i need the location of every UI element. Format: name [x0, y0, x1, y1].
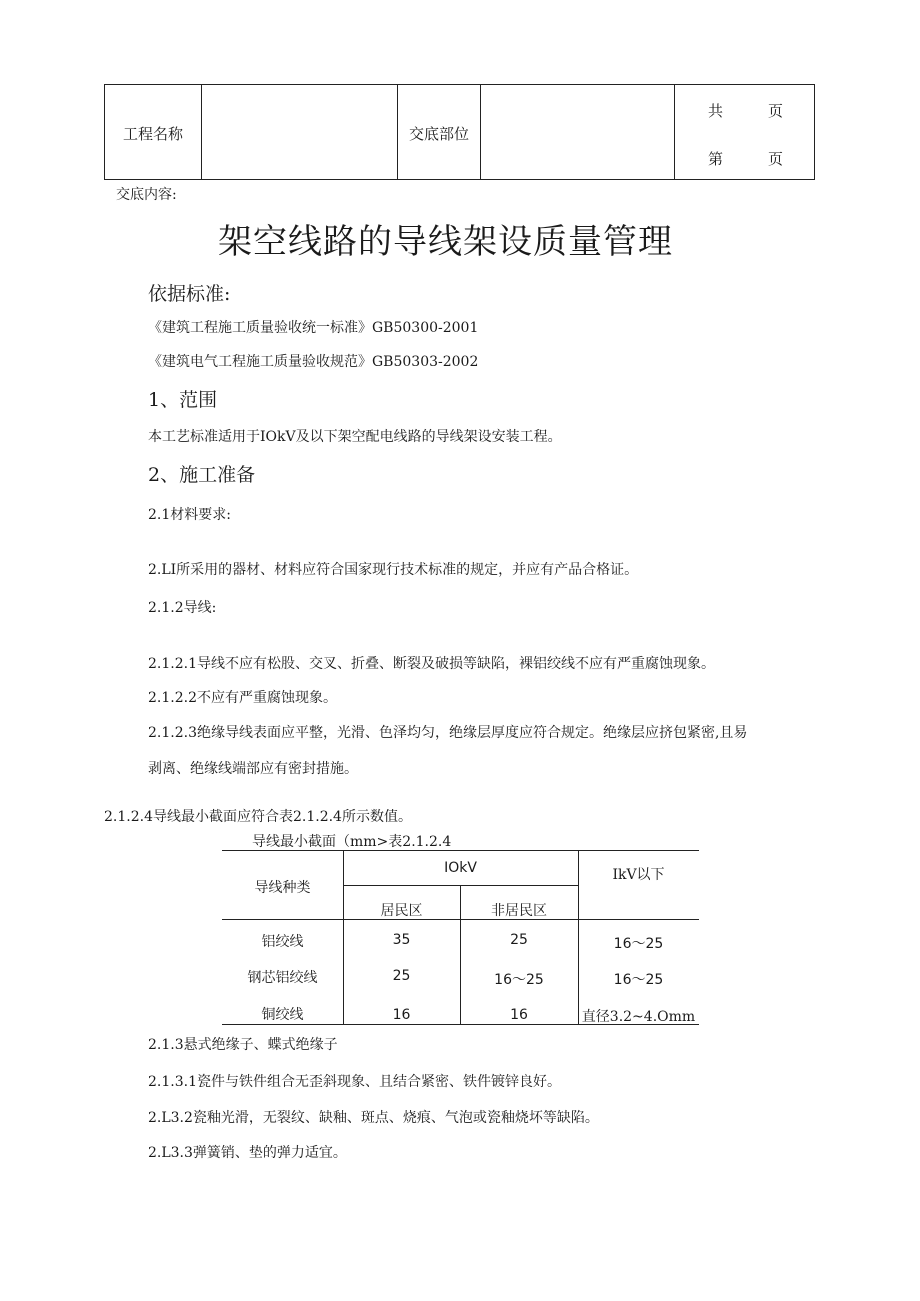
current-label: 第	[708, 150, 724, 168]
page-unit-label: 页	[768, 102, 784, 120]
table-cell: 铜绞线	[261, 1007, 304, 1023]
table-cell: 16～25	[613, 936, 664, 952]
column-header: 非居民区	[491, 903, 547, 919]
table-cell: 16	[392, 1007, 411, 1023]
paragraph: 剥离、绝缘线端部应有密封措施。	[148, 761, 358, 777]
page-title: 架空线路的导线架设质量管理	[218, 222, 673, 262]
column-header: IkV以下	[612, 867, 665, 883]
table-rule	[222, 850, 699, 851]
paragraph: 2.1材料要求:	[148, 507, 231, 523]
table-cell: 35	[392, 932, 411, 948]
paragraph: 2.L3.3弹簧销、垫的弹力适宜。	[148, 1145, 347, 1161]
standard-item: 《建筑电气工程施工质量验收规范》GB50303-2002	[148, 354, 479, 370]
paragraph: 2.LI所采用的器材、材料应符合国家现行技术标准的规定，并应有产品合格证。	[148, 562, 639, 578]
table-cell: 25	[510, 932, 528, 948]
paragraph: 2.L3.2瓷釉光滑，无裂纹、缺釉、斑点、烧痕、气泡或瓷釉烧坏等缺陷。	[148, 1110, 599, 1126]
paragraph: 2.1.2.2不应有严重腐蚀现象。	[148, 690, 337, 706]
table-cell: 铝绞线	[261, 934, 304, 950]
location-label: 交底部位	[409, 125, 470, 143]
paragraph: 2.1.2.3绝缘导线表面应平整，光滑、色泽均匀，绝缘层厚度应符合规定。绝缘层应挤包紧密,且易	[148, 725, 748, 741]
column-header: IOkV	[444, 860, 477, 876]
paragraph: 2.1.2导线:	[148, 600, 217, 616]
paragraph: 2.1.3悬式绝缘子、蝶式绝缘子	[148, 1037, 338, 1053]
header-divider	[201, 85, 202, 179]
column-header: 居民区	[380, 903, 423, 919]
header-divider	[674, 85, 675, 179]
table-cell: 16～25	[494, 972, 544, 988]
paragraph: 本工艺标准适用于IOkV及以下架空配电线路的导线架设安装工程。	[148, 429, 562, 445]
paragraph: 2.1.3.1瓷件与铁件组合无歪斜现象、且结合紧密、铁件镀锌良好。	[148, 1074, 561, 1090]
page-unit-label: 页	[768, 150, 784, 168]
content-label: 交底内容:	[116, 187, 177, 203]
table-caption: 导线最小截面（mm>表2.1.2.4	[252, 834, 452, 850]
header-table	[104, 84, 815, 180]
table-cell: 钢芯铝绞线	[247, 970, 318, 986]
table-cell: 16	[510, 1007, 528, 1023]
standard-item: 《建筑工程施工质量验收统一标准》GB50300-2001	[148, 320, 479, 336]
paragraph: 2.1.2.4导线最小截面应符合表2.1.2.4所示数值。	[104, 809, 412, 825]
table-cell: 直径3.2~4.Omm	[581, 1009, 696, 1025]
header-divider	[480, 85, 481, 179]
column-header: 导线种类	[254, 880, 311, 896]
header-divider	[397, 85, 398, 179]
section-heading: 2、施工准备	[148, 464, 256, 486]
min-section-table	[222, 850, 699, 1025]
paragraph: 2.1.2.1导线不应有松股、交叉、折叠、断裂及破损等缺陷，裸铝绞线不应有严重腐蚀现象。	[148, 656, 715, 672]
table-cell: 16～25	[613, 972, 664, 988]
total-label: 共	[708, 102, 724, 120]
project-name-label: 工程名称	[123, 125, 184, 143]
table-cell: 25	[392, 968, 411, 984]
section-heading: 1、范围	[148, 389, 218, 411]
basis-heading: 依据标准:	[148, 283, 231, 305]
